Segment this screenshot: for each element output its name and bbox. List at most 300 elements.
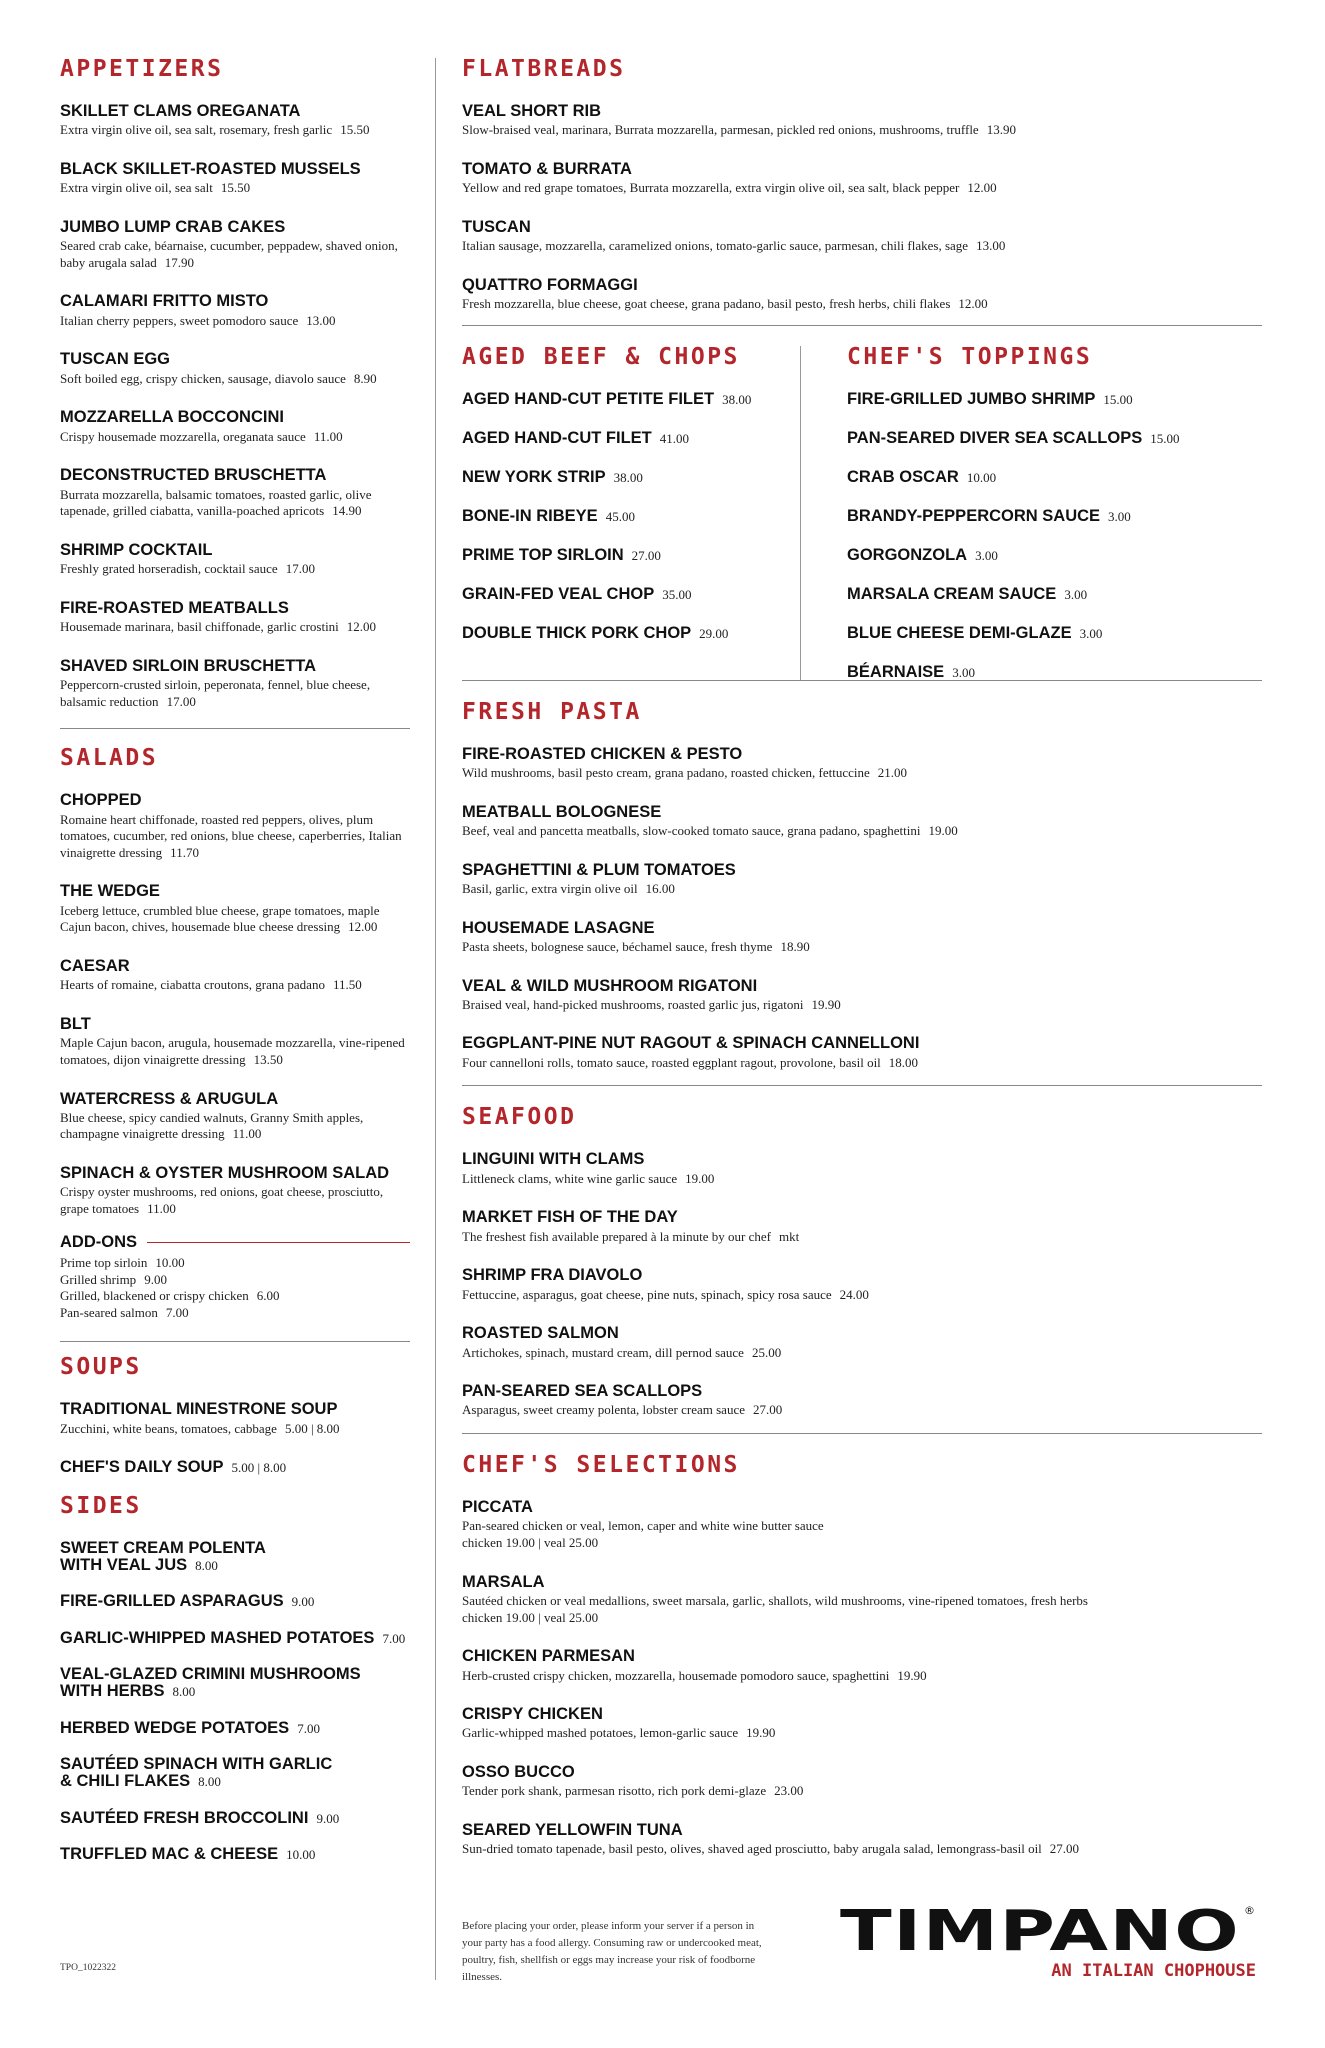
- item-price: 15.50: [340, 122, 370, 138]
- item-name-text: CHEF'S DAILY SOUP: [60, 1458, 224, 1477]
- item-name: FIRE-ROASTED CHICKEN & PESTO: [462, 744, 743, 763]
- item-price: 11.00: [147, 1201, 176, 1216]
- item-description: [60, 1110, 410, 1143]
- item-desc-text: Sun-dried tomato tapenade, basil pesto, olives, shaved aged prosciutto, baby arugala salad, lemongrass-basil oil: [462, 1841, 1042, 1857]
- item-description: [60, 619, 410, 636]
- soups-list: [60, 1401, 410, 1476]
- item-name-text: BONE-IN RIBEYE: [462, 506, 598, 525]
- divider: [60, 1341, 410, 1342]
- section-title: SEAFOOD: [462, 1104, 577, 1131]
- item-desc-text: Tender pork shank, parmesan risotto, rich pork demi-glaze: [462, 1783, 767, 1799]
- item-price: 41.00: [659, 430, 689, 446]
- item-price: 27.00: [753, 1402, 783, 1418]
- appetizers-list: [60, 103, 410, 710]
- appetizers-section: [60, 58, 410, 710]
- menu-item: [462, 1383, 1262, 1419]
- item-description: [60, 977, 410, 994]
- item-description: [60, 1421, 410, 1438]
- item-desc-text: Extra virgin olive oil, sea salt, rosemary, fresh garlic: [60, 122, 333, 138]
- item-name: [60, 1557, 410, 1574]
- item-price: 12.00: [346, 619, 377, 635]
- item-price: 14.90: [332, 503, 362, 519]
- item-price: 19.00: [685, 1170, 715, 1186]
- menu-item: [60, 103, 410, 139]
- menu-item: [462, 804, 1262, 840]
- item-name-text: HERBED WEDGE POTATOES: [60, 1718, 290, 1737]
- item-price: 25.00: [751, 1344, 782, 1360]
- menu-item: [462, 161, 1262, 197]
- item-description: [462, 1668, 1262, 1685]
- menu-item: [60, 219, 410, 272]
- item-desc-text: Maple Cajun bacon, arugula, housemade mozzarella, vine-ripened tomatoes, dijon vinaigrette dressing: [60, 1035, 405, 1067]
- inner-divider: [800, 346, 801, 680]
- item-desc-text: Italian cherry peppers, sweet pomodoro sauce: [60, 312, 299, 328]
- addon-name: Grilled shrimp: [60, 1271, 137, 1287]
- menu-item: [462, 1325, 1262, 1361]
- item-description: [462, 1783, 1262, 1800]
- seafood-list: [462, 1151, 1262, 1419]
- item-price: 7.00: [297, 1720, 320, 1736]
- item-name: LINGUINI WITH CLAMS: [462, 1150, 645, 1169]
- item-name: [60, 1540, 410, 1557]
- item-description: [60, 1035, 410, 1068]
- menu-item: [462, 1574, 1262, 1627]
- item-name: [60, 1720, 410, 1737]
- item-price: 35.00: [662, 586, 692, 602]
- item-price: 10.00: [966, 469, 997, 485]
- item-name-text: BÉARNAISE: [847, 662, 945, 681]
- item-name-text: SWEET CREAM POLENTA: [60, 1538, 266, 1557]
- item-name-text: DOUBLE THICK PORK CHOP: [462, 623, 692, 642]
- menu-item: [462, 1822, 1262, 1858]
- menu-item: [462, 430, 847, 469]
- menu-item: [462, 862, 1262, 898]
- item-name: THE WEDGE: [60, 882, 160, 901]
- item-price: 29.00: [699, 625, 729, 641]
- item-name: MARKET FISH OF THE DAY: [462, 1208, 678, 1227]
- item-name-text: VEAL-GLAZED CRIMINI MUSHROOMS: [60, 1664, 361, 1683]
- document-code: TPO_1022322: [60, 1963, 116, 1973]
- toppings-list: [847, 391, 1262, 703]
- item-name: CHOPPED: [60, 791, 142, 810]
- addons-rule: [147, 1242, 410, 1244]
- item-desc-text: Littleneck clams, white wine garlic sauce: [462, 1170, 678, 1186]
- menu-item: [847, 547, 1262, 586]
- item-price: 8.00: [172, 1684, 196, 1700]
- menu-item: [60, 1720, 410, 1737]
- menu-item: [60, 1593, 410, 1610]
- item-name: [60, 1459, 410, 1476]
- item-name: TUSCAN EGG: [60, 350, 171, 369]
- menu-item: [462, 219, 1262, 255]
- item-name: MARSALA: [462, 1572, 545, 1591]
- item-name: SHRIMP COCKTAIL: [60, 540, 213, 559]
- menu-item: [60, 409, 410, 445]
- item-price-line: chicken 19.00 | veal 25.00: [462, 1609, 599, 1625]
- item-price: 38.00: [722, 391, 752, 407]
- item-description: [60, 122, 410, 139]
- item-name: SEARED YELLOWFIN TUNA: [462, 1821, 683, 1839]
- item-price: 7.00: [382, 1630, 406, 1646]
- divider: [462, 325, 1262, 326]
- item-desc-text: Garlic-whipped mashed potatoes, lemon-garlic sauce: [462, 1725, 739, 1741]
- item-description: [462, 1518, 1262, 1535]
- item-description: [462, 765, 1262, 782]
- menu-item: [60, 1165, 410, 1218]
- item-name-text: NEW YORK STRIP: [462, 467, 606, 486]
- item-name-text: BRANDY-PEPPERCORN SAUCE: [847, 506, 1101, 525]
- addon-name: Pan-seared salmon: [60, 1304, 158, 1320]
- menu-item: [60, 1756, 410, 1791]
- item-price: 27.00: [1049, 1841, 1080, 1857]
- item-name-text: PRIME TOP SIRLOIN: [462, 545, 624, 564]
- item-desc-text: Yellow and red grape tomatoes, Burrata mozzarella, extra virgin olive oil, sea salt, black pepper: [462, 180, 960, 196]
- item-description: [60, 487, 410, 520]
- item-name-text: MARSALA CREAM SAUCE: [847, 584, 1057, 603]
- item-desc-text: The freshest fish available prepared à la minute by our chef: [462, 1228, 771, 1244]
- item-name-text: TRUFFLED MAC & CHEESE: [60, 1844, 279, 1863]
- item-name-text: SAUTÉED FRESH BROCCOLINI: [60, 1808, 309, 1827]
- menu-item: [462, 1648, 1262, 1684]
- item-name: QUATTRO FORMAGGI: [462, 275, 638, 294]
- item-description: [462, 122, 1262, 139]
- beef-toppings-block: [462, 343, 1262, 681]
- addon-line: [60, 1255, 410, 1272]
- menu-item: [462, 1764, 1262, 1800]
- item-desc-text: Fresh mozzarella, blue cheese, goat cheese, grana padano, basil pesto, fresh herbs, chili flakes: [462, 296, 951, 312]
- item-name: CALAMARI FRITTO MISTO: [60, 292, 269, 311]
- item-name-text: PAN-SEARED DIVER SEA SCALLOPS: [847, 428, 1143, 447]
- selections-section: [462, 1454, 1262, 1858]
- item-name: MEATBALL BOLOGNESE: [462, 802, 662, 821]
- item-price: 19.00: [928, 823, 958, 838]
- item-price: 24.00: [839, 1286, 869, 1302]
- item-description: [60, 313, 410, 330]
- item-desc-text: Burrata mozzarella, balsamic tomatoes, roasted garlic, olive tapenade, grilled ciabatta, vanilla-poached apricots: [60, 486, 372, 519]
- item-price: 17.00: [285, 561, 315, 577]
- seafood-section: [462, 1106, 1262, 1419]
- item-description: [462, 1841, 1262, 1858]
- aged-beef-list: [462, 391, 847, 664]
- item-desc-text: Asparagus, sweet creamy polenta, lobster cream sauce: [462, 1402, 745, 1418]
- item-desc-text: Italian sausage, mozzarella, caramelized onions, tomato-garlic sauce, parmesan, chili flakes, sage: [462, 238, 969, 254]
- item-price: 38.00: [613, 469, 643, 485]
- item-price: 19.90: [811, 996, 841, 1012]
- addon-price: 9.00: [144, 1271, 167, 1287]
- item-price: 12.00: [958, 296, 988, 312]
- allergy-notice: Before placing your order, please inform your server if a person in your party has a food allergy. Consuming raw or undercooked meat, poultry, fish, shellfish or eggs may increase your risk of foodborne illnesses.: [462, 1920, 762, 1984]
- menu-item: [60, 1016, 410, 1069]
- addon-price: 6.00: [256, 1288, 280, 1304]
- item-desc-text: Hearts of romaine, ciabatta croutons, grana padano: [60, 977, 325, 993]
- item-name: CAESAR: [60, 957, 130, 975]
- item-name: [60, 1846, 410, 1863]
- item-name: WATERCRESS & ARUGULA: [60, 1089, 279, 1108]
- item-desc-text: Housemade marinara, basil chiffonade, garlic crostini: [60, 619, 339, 635]
- item-desc-text: Four cannelloni rolls, tomato sauce, roasted eggplant ragout, provolone, basil oil: [462, 1054, 881, 1070]
- item-description: [60, 812, 410, 862]
- item-desc-text: Freshly grated horseradish, cocktail sauce: [60, 561, 278, 577]
- item-description: [60, 371, 410, 388]
- logo-tagline: AN ITALIAN CHOPHOUSE: [1051, 1961, 1256, 1980]
- divider: [462, 1433, 1262, 1434]
- menu-item: [462, 586, 847, 625]
- item-name-text: GARLIC-WHIPPED MASHED POTATOES: [60, 1628, 375, 1647]
- item-name: TUSCAN: [462, 217, 531, 236]
- item-price: 5.00 | 8.00: [284, 1420, 340, 1436]
- item-price: 8.00: [195, 1558, 218, 1573]
- item-description: [462, 823, 1262, 840]
- right-column: [462, 58, 1262, 1880]
- item-name: [60, 1593, 410, 1610]
- item-price: 18.90: [780, 938, 810, 954]
- item-price: 17.90: [164, 254, 194, 270]
- item-price: 3.00: [1079, 625, 1103, 641]
- item-price: 13.00: [976, 238, 1006, 254]
- item-price: mkt: [778, 1228, 800, 1244]
- item-price: 15.00: [1150, 430, 1180, 446]
- addon-line: [60, 1305, 410, 1322]
- menu-item: [60, 1091, 410, 1144]
- menu-item: [462, 469, 847, 508]
- section-title: FRESH PASTA: [462, 698, 642, 725]
- toppings-section: [847, 343, 1262, 681]
- menu-item: [60, 958, 410, 994]
- item-desc-text: Peppercorn-crusted sirloin, peperonata, fennel, blue cheese, balsamic reduction: [60, 677, 371, 709]
- item-desc-text: Iceberg lettuce, crumbled blue cheese, grape tomatoes, maple Cajun bacon, chives, housemade blue cheese dressing: [60, 902, 380, 935]
- item-description: [462, 1229, 1262, 1246]
- menu-item: [462, 1151, 1262, 1187]
- item-price: 27.00: [631, 547, 661, 563]
- item-name: SKILLET CLAMS OREGANATA: [60, 102, 301, 120]
- item-desc-text: Braised veal, hand-picked mushrooms, roasted garlic jus, rigatoni: [462, 996, 804, 1012]
- item-name: MOZZARELLA BOCCONCINI: [60, 408, 284, 427]
- addons-list: [60, 1255, 410, 1322]
- item-price: 15.00: [1103, 391, 1133, 407]
- item-price: 9.00: [291, 1594, 315, 1610]
- item-desc-text: Soft boiled egg, crispy chicken, sausage, diavolo sauce: [60, 370, 346, 386]
- menu-item: [60, 1459, 410, 1476]
- item-name-text: WITH VEAL JUS: [60, 1556, 188, 1574]
- item-name-text: BLUE CHEESE DEMI-GLAZE: [847, 623, 1072, 642]
- section-title: AGED BEEF & CHOPS: [462, 343, 740, 370]
- logo-wordmark: TIMPANO: [840, 1900, 1240, 1964]
- item-name: OSSO BUCCO: [462, 1763, 575, 1782]
- menu-item: [462, 1035, 1262, 1071]
- item-desc-text: Crispy oyster mushrooms, red onions, goat cheese, prosciutto, grape tomatoes: [60, 1184, 384, 1216]
- item-name: FIRE-ROASTED MEATBALLS: [60, 598, 289, 617]
- item-desc-text: Romaine heart chiffonade, roasted red peppers, olives, plum tomatoes, cucumber, red onions, blue cheese, caperberries, Italian vinaigrette dressing: [60, 811, 402, 860]
- item-price: 11.50: [332, 977, 362, 993]
- item-name: VEAL & WILD MUSHROOM RIGATONI: [462, 976, 758, 995]
- item-name: [60, 1666, 410, 1683]
- item-price: 11.00: [232, 1126, 262, 1142]
- item-name: HOUSEMADE LASAGNE: [462, 918, 655, 937]
- selections-list: [462, 1499, 1262, 1858]
- menu-item: [60, 658, 410, 711]
- menu-item: [462, 625, 847, 664]
- item-description: [462, 1287, 1262, 1304]
- menu-item: [462, 103, 1262, 139]
- item-name-text: AGED HAND-CUT FILET: [462, 428, 652, 447]
- item-description: [60, 1184, 410, 1217]
- item-name: [60, 1773, 410, 1790]
- item-description: [462, 238, 1262, 255]
- addon-name: Prime top sirloin: [60, 1254, 148, 1270]
- item-desc-text: Blue cheese, spicy candied walnuts, Granny Smith apples, champagne vinaigrette dressing: [60, 1109, 364, 1142]
- menu-item: [462, 277, 1262, 313]
- flatbreads-list: [462, 103, 1262, 313]
- pasta-list: [462, 746, 1262, 1072]
- addon-line: [60, 1288, 410, 1305]
- item-description: [462, 1402, 1262, 1419]
- menu-item: [60, 1540, 410, 1575]
- menu-item: [847, 391, 1262, 430]
- menu-item: [847, 508, 1262, 547]
- menu-item: [462, 1267, 1262, 1303]
- item-name-text: GRAIN-FED VEAL CHOP: [462, 584, 655, 603]
- item-desc-text: Wild mushrooms, basil pesto cream, grana padano, roasted chicken, fettuccine: [462, 765, 870, 781]
- addons: [60, 1234, 410, 1322]
- item-name: CHICKEN PARMESAN: [462, 1647, 635, 1666]
- item-price: 8.00: [198, 1774, 221, 1790]
- section-title: CHEF'S SELECTIONS: [462, 1452, 740, 1479]
- section-title: SIDES: [60, 1492, 142, 1519]
- item-name: SHRIMP FRA DIAVOLO: [462, 1266, 643, 1285]
- left-column: [60, 58, 410, 1882]
- item-price: 8.90: [353, 370, 377, 386]
- item-description: [462, 881, 1262, 898]
- item-desc-text: Sautéed chicken or veal medallions, sweet marsala, garlic, shallots, wild mushrooms, vine-ripened tomatoes, fresh herbs: [462, 1592, 1088, 1608]
- menu-item: [60, 883, 410, 936]
- item-name: JUMBO LUMP CRAB CAKES: [60, 217, 286, 236]
- menu-item: [462, 746, 1262, 782]
- item-description: [462, 1171, 1262, 1188]
- item-price: 19.90: [746, 1725, 776, 1741]
- menu-item: [60, 792, 410, 861]
- item-price: 3.00: [1108, 508, 1131, 524]
- item-name: BLT: [60, 1014, 91, 1033]
- menu-item: [60, 161, 410, 197]
- menu-item: [60, 351, 410, 387]
- soups-section: [60, 1356, 410, 1476]
- item-description: [462, 1055, 1262, 1072]
- item-description: [60, 561, 410, 578]
- timpano-logo: [838, 1900, 1258, 1980]
- addon-line: [60, 1272, 410, 1289]
- item-description: [462, 1725, 1262, 1742]
- menu-item: [847, 586, 1262, 625]
- menu-item: [60, 467, 410, 520]
- item-name-text: WITH HERBS: [60, 1682, 165, 1701]
- menu-item: [60, 600, 410, 636]
- salads-list: [60, 792, 410, 1217]
- item-desc-text: Basil, garlic, extra virgin olive oil: [462, 880, 638, 896]
- item-price: 45.00: [605, 508, 635, 524]
- item-desc-text: Beef, veal and pancetta meatballs, slow-cooked tomato sauce, grana padano, spaghettini: [462, 823, 921, 838]
- item-desc-text: Herb-crusted crispy chicken, mozzarella, housemade pomodoro sauce, spaghettini: [462, 1667, 890, 1683]
- menu-item: [60, 542, 410, 578]
- divider: [462, 1085, 1262, 1086]
- item-desc-text: Pan-seared chicken or veal, lemon, caper and white wine butter sauce: [462, 1518, 824, 1534]
- item-price-line: chicken 19.00 | veal 25.00: [462, 1535, 599, 1550]
- item-name-text: GORGONZOLA: [847, 545, 968, 564]
- item-name: PAN-SEARED SEA SCALLOPS: [462, 1382, 703, 1401]
- addon-price: 7.00: [165, 1304, 189, 1320]
- item-name: [60, 1683, 410, 1700]
- item-desc-text: Crispy housemade mozzarella, oreganata sauce: [60, 428, 306, 444]
- menu-item: [847, 430, 1262, 469]
- section-title: SOUPS: [60, 1354, 142, 1381]
- sides-list: [60, 1540, 410, 1863]
- item-price: 11.70: [170, 844, 199, 860]
- item-price: 12.00: [348, 919, 378, 935]
- item-name: [60, 1810, 410, 1827]
- item-price: 17.00: [166, 693, 196, 709]
- item-name: EGGPLANT-PINE NUT RAGOUT & SPINACH CANNELLONI: [462, 1034, 920, 1053]
- menu-item: [60, 1846, 410, 1863]
- item-price: 15.50: [220, 180, 251, 196]
- item-price: 10.00: [286, 1846, 316, 1862]
- item-price: 13.00: [306, 312, 336, 328]
- item-price: 5.00 | 8.00: [231, 1460, 287, 1476]
- item-description: [462, 997, 1262, 1014]
- item-name-text: SAUTÉED SPINACH WITH GARLIC: [60, 1754, 333, 1773]
- item-desc-text: Pasta sheets, bolognese sauce, béchamel sauce, fresh thyme: [462, 938, 773, 954]
- item-price: 18.00: [888, 1054, 919, 1070]
- item-name: DECONSTRUCTED BRUSCHETTA: [60, 466, 327, 485]
- item-desc-text: Slow-braised veal, marinara, Burrata mozzarella, parmesan, pickled red onions, mushrooms, truffle: [462, 122, 979, 138]
- item-price: 11.00: [313, 428, 343, 444]
- item-name-text: & CHILI FLAKES: [60, 1772, 191, 1791]
- divider: [60, 728, 410, 729]
- item-name-text: AGED HAND-CUT PETITE FILET: [462, 389, 715, 408]
- item-name: SHAVED SIRLOIN BRUSCHETTA: [60, 656, 317, 675]
- item-name: CRISPY CHICKEN: [462, 1705, 603, 1724]
- item-description: [60, 677, 410, 710]
- item-description: [462, 1593, 1262, 1610]
- item-description: [462, 939, 1262, 956]
- item-desc-text: Artichokes, spinach, mustard cream, dill pernod sauce: [462, 1344, 744, 1360]
- item-price: 3.00: [1064, 586, 1088, 602]
- item-name: TOMATO & BURRATA: [462, 159, 632, 178]
- menu-item: [60, 293, 410, 329]
- item-desc-text: Zucchini, white beans, tomatoes, cabbage: [60, 1420, 277, 1436]
- item-name: SPAGHETTINI & PLUM TOMATOES: [462, 860, 736, 879]
- menu-item: [60, 1666, 410, 1701]
- section-title: APPETIZERS: [60, 56, 224, 82]
- menu-item: [60, 1401, 410, 1437]
- section-title: SALADS: [60, 745, 159, 772]
- item-name-text: CRAB OSCAR: [847, 467, 959, 486]
- item-description: [462, 180, 1262, 197]
- item-desc-text: Seared crab cake, béarnaise, cucumber, peppadew, shaved onion, baby arugala salad: [60, 238, 398, 270]
- item-description: [462, 1345, 1262, 1362]
- item-price: 19.90: [897, 1667, 927, 1683]
- menu-item: [60, 1810, 410, 1827]
- menu-item: [462, 547, 847, 586]
- item-price: 23.00: [774, 1783, 804, 1799]
- item-description: [60, 238, 410, 271]
- menu-item: [462, 508, 847, 547]
- addons-title: ADD-ONS: [60, 1232, 137, 1251]
- salads-section: [60, 747, 410, 1321]
- pasta-section: [462, 698, 1262, 1072]
- item-name: [60, 1630, 410, 1647]
- item-name: [60, 1756, 410, 1773]
- menu-item: [462, 391, 847, 430]
- item-price: 9.00: [316, 1810, 340, 1826]
